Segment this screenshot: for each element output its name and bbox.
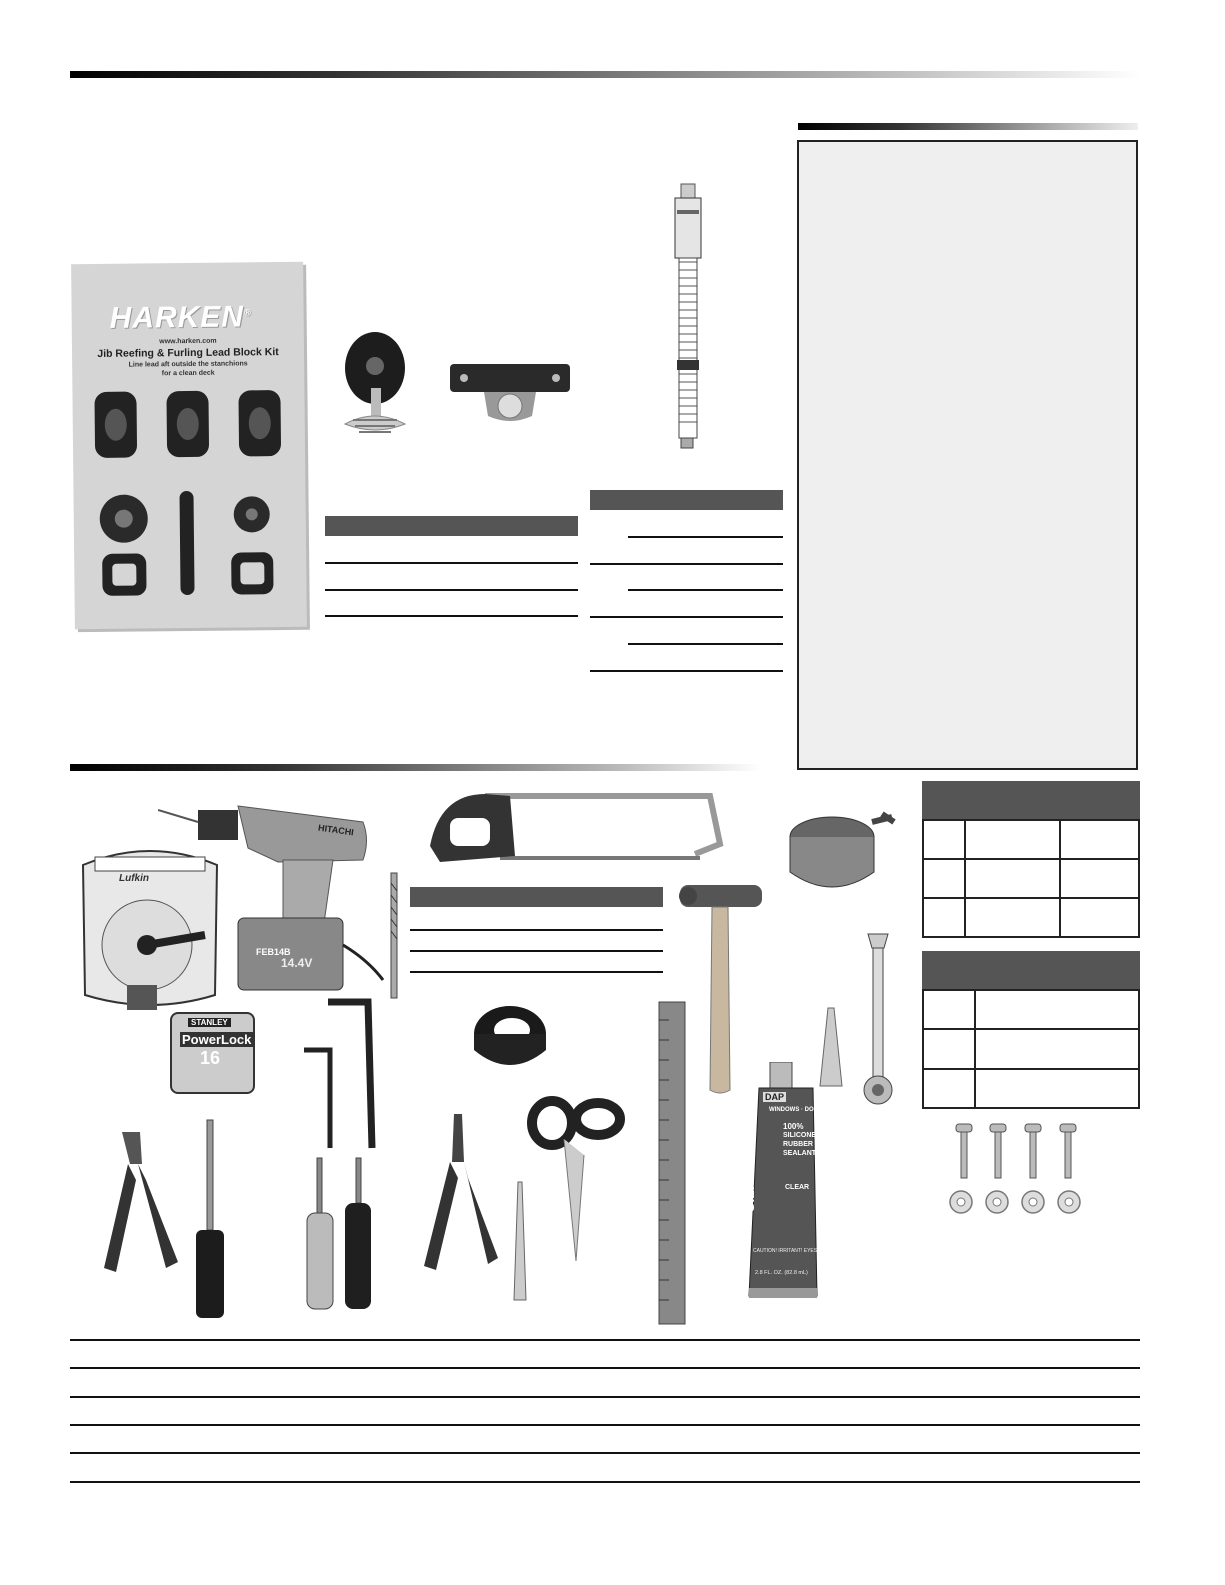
page-header-rule bbox=[70, 71, 1140, 78]
tape-model: PowerLock bbox=[182, 1032, 252, 1047]
drill-battery-voltage: 14.4V bbox=[281, 956, 313, 970]
tools-header-rule bbox=[70, 764, 760, 771]
bolts-and-washers-image bbox=[945, 1120, 1095, 1220]
tape-measure-image bbox=[170, 1012, 255, 1094]
tools-table-rule bbox=[410, 929, 663, 931]
kit-title: Jib Reefing & Furling Lead Block Kit bbox=[97, 346, 279, 360]
deck-lead-block-image bbox=[446, 360, 576, 430]
footer-rule bbox=[70, 1452, 1140, 1454]
punch-image bbox=[510, 1182, 530, 1302]
kit-blocks-drawing bbox=[71, 262, 307, 629]
fastener-table-header bbox=[922, 951, 1140, 989]
footer-rule bbox=[70, 1339, 1140, 1341]
electrical-tape-image bbox=[470, 1000, 550, 1075]
tools-table-rule bbox=[410, 950, 663, 952]
drill-battery-model: FEB14B bbox=[256, 947, 291, 957]
stud-table-rule bbox=[628, 643, 783, 645]
stud-table-rule bbox=[628, 536, 783, 538]
scissors-image bbox=[528, 1095, 628, 1265]
sealant-line-4: RUBBER bbox=[783, 1141, 813, 1148]
sealant-brand: DAP bbox=[765, 1092, 785, 1102]
screwdrivers-small-image bbox=[303, 1158, 383, 1313]
sealant-side-text: SILICONE bbox=[741, 1145, 757, 1212]
sealant-caution: CAUTION! IRRITANT! EYES bbox=[753, 1248, 818, 1254]
swivel-block-image bbox=[333, 328, 423, 448]
silicone-sealant-tube-image bbox=[741, 1062, 827, 1302]
kit-card-image bbox=[71, 262, 307, 629]
needle-nose-pliers-image bbox=[418, 1112, 498, 1272]
tape-size: 16 bbox=[200, 1048, 221, 1068]
kit-subtitle-1: Line lead aft outside the stanchions bbox=[128, 360, 248, 369]
sealant-volume: 2.8 FL. OZ. (82.8 mL) bbox=[755, 1270, 808, 1276]
stud-table-rule bbox=[590, 670, 783, 672]
parts-table-rule bbox=[325, 562, 578, 564]
footer-rule bbox=[70, 1396, 1140, 1398]
hacksaw-image bbox=[430, 784, 730, 874]
drill-brand: HITACHI bbox=[317, 822, 355, 838]
stud-table-rule bbox=[590, 563, 783, 565]
combination-wrench-image bbox=[858, 930, 898, 1110]
steel-ruler-image bbox=[657, 1000, 687, 1325]
size-table-header bbox=[922, 781, 1140, 819]
harken-logo: HARKEN® bbox=[109, 300, 252, 335]
footer-rule bbox=[70, 1424, 1140, 1426]
notes-box bbox=[797, 140, 1138, 770]
sealant-line-2: 100% bbox=[783, 1122, 804, 1131]
chalk-reel-brand: Lufkin bbox=[119, 873, 149, 884]
kit-url: www.harken.com bbox=[159, 337, 217, 346]
threaded-stud-image bbox=[667, 182, 707, 452]
cordless-drill-image bbox=[158, 800, 388, 1000]
sealant-line-5: SEALANT bbox=[783, 1150, 817, 1157]
footer-rule bbox=[70, 1367, 1140, 1369]
parts-table-rule bbox=[325, 615, 578, 617]
sealant-color: CLEAR bbox=[785, 1184, 810, 1191]
kit-subtitle-2: for a clean deck bbox=[161, 369, 215, 378]
sealant-line-3: SILICONE bbox=[783, 1132, 817, 1139]
diagonal-cutters-image bbox=[100, 1128, 180, 1278]
tools-table-rule bbox=[410, 971, 663, 973]
sidebar-header-rule bbox=[798, 123, 1138, 130]
hex-keys-image bbox=[300, 998, 380, 1148]
parts-table-rule bbox=[325, 589, 578, 591]
stud-table-rule bbox=[590, 616, 783, 618]
size-table bbox=[922, 819, 1140, 938]
parts-table-header bbox=[325, 516, 578, 536]
footer-rule bbox=[70, 1481, 1140, 1483]
stud-table-rule bbox=[628, 589, 783, 591]
fastener-table bbox=[922, 989, 1140, 1109]
hole-saw-image bbox=[782, 792, 902, 902]
screwdriver-large-image bbox=[190, 1120, 230, 1320]
stud-table-header bbox=[590, 490, 783, 510]
tape-brand: STANLEY bbox=[188, 1018, 231, 1027]
sealant-line-1: WINDOWS · DOORS bbox=[769, 1107, 827, 1113]
drill-bit-image bbox=[388, 873, 400, 998]
tools-table-header bbox=[410, 887, 663, 907]
